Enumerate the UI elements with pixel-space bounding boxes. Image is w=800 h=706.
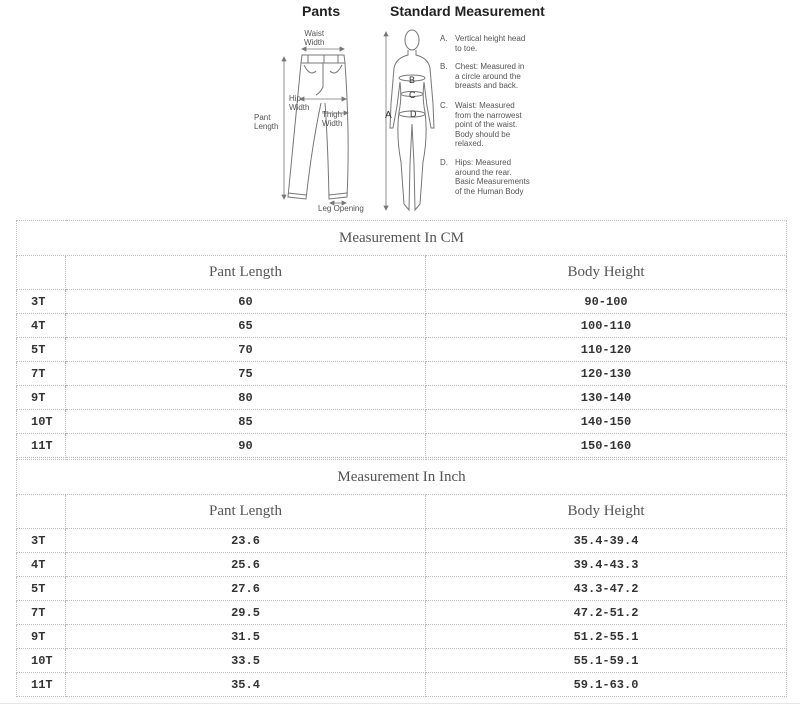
table-row: [17, 529, 787, 553]
table-caption-row: [17, 460, 787, 495]
body-illustration: [378, 24, 448, 218]
body-height-cell: 47.2-51.2: [426, 601, 787, 625]
body-height-cell: 100-110: [426, 314, 787, 338]
pant-length-cell: 70: [66, 338, 426, 362]
table-row: [17, 649, 787, 673]
bottom-divider: [0, 703, 800, 704]
column-header: Body Height: [426, 495, 787, 529]
body-height-cell: 130-140: [426, 386, 787, 410]
body-height-cell: 43.3-47.2: [426, 577, 787, 601]
column-header: [17, 256, 66, 290]
marker-a: A: [385, 110, 392, 121]
marker-b: B: [409, 75, 416, 85]
measurement-figure: Pants Standard Measurement Waist Width Hip Width Thigh Width Pant Length Leg Opening A B C D A. Vertical height head to toe. B. Chest: Measured in a circle around the breasts and back. C. Waist: Measured from the narrowest point of the waist. Body should be relaxed. D. Hips: Measured around the rear. Basic Measurements of the Human Body: [0, 0, 800, 218]
table-row: [17, 362, 787, 386]
table-row: [17, 601, 787, 625]
body-height-cell: 39.4-43.3: [426, 553, 787, 577]
table-header-row: [17, 495, 787, 529]
body-height-cell: 120-130: [426, 362, 787, 386]
table-row: [17, 386, 787, 410]
table-row: [17, 625, 787, 649]
pant-length-cell: 80: [66, 386, 426, 410]
pant-length-cell: 60: [66, 290, 426, 314]
column-header: Pant Length: [66, 256, 426, 290]
marker-c: C: [409, 90, 416, 100]
pant-length-cell: 29.5: [66, 601, 426, 625]
pant-length-cell: 33.5: [66, 649, 426, 673]
column-header: Pant Length: [66, 495, 426, 529]
standard-measurement-title: Standard Measurement: [390, 3, 545, 19]
size-cell: 10T: [17, 410, 66, 434]
pant-length-cell: 27.6: [66, 577, 426, 601]
pant-length-cell: 25.6: [66, 553, 426, 577]
leg-opening-label: Leg Opening: [318, 204, 364, 213]
size-cell: 4T: [17, 314, 66, 338]
size-cell: 9T: [17, 625, 66, 649]
table-row: [17, 290, 787, 314]
size-cell: 9T: [17, 386, 66, 410]
body-height-cell: 55.1-59.1: [426, 649, 787, 673]
table-row: [17, 338, 787, 362]
size-cell: 4T: [17, 553, 66, 577]
body-height-cell: 150-160: [426, 434, 787, 458]
table-row: [17, 673, 787, 697]
pant-length-cell: 23.6: [66, 529, 426, 553]
table-caption: Measurement In CM: [17, 221, 787, 256]
pant-length-cell: 75: [66, 362, 426, 386]
size-cell: 11T: [17, 434, 66, 458]
body-height-cell: 140-150: [426, 410, 787, 434]
size-cell: 7T: [17, 362, 66, 386]
table-row: [17, 314, 787, 338]
size-cell: 3T: [17, 529, 66, 553]
pant-length-cell: 31.5: [66, 625, 426, 649]
pant-length-cell: 90: [66, 434, 426, 458]
table-header-row: [17, 256, 787, 290]
column-header: Body Height: [426, 256, 787, 290]
body-height-cell: 35.4-39.4: [426, 529, 787, 553]
table-row: [17, 434, 787, 458]
size-cell: 7T: [17, 601, 66, 625]
body-height-cell: 51.2-55.1: [426, 625, 787, 649]
body-height-cell: 110-120: [426, 338, 787, 362]
pant-length-label: Pant Length: [254, 113, 279, 131]
hip-width-label: Hip Width: [289, 94, 310, 112]
table-caption-row: [17, 221, 787, 256]
waist-width-label: Waist Width: [304, 29, 325, 47]
body-height-cell: 90-100: [426, 290, 787, 314]
size-cell: 5T: [17, 577, 66, 601]
marker-d: D: [410, 109, 417, 119]
thigh-width-label: Thigh Width: [322, 110, 343, 128]
pants-title: Pants: [302, 3, 341, 19]
pant-length-cell: 65: [66, 314, 426, 338]
inch-size-table: [16, 459, 787, 697]
size-cell: 3T: [17, 290, 66, 314]
table-row: [17, 577, 787, 601]
table-row: [17, 410, 787, 434]
table-caption: Measurement In Inch: [17, 460, 787, 495]
pant-length-cell: 85: [66, 410, 426, 434]
table-row: [17, 553, 787, 577]
size-cell: 11T: [17, 673, 66, 697]
cm-size-table: [16, 220, 787, 458]
column-header: [17, 495, 66, 529]
pant-length-cell: 35.4: [66, 673, 426, 697]
size-cell: 10T: [17, 649, 66, 673]
size-cell: 5T: [17, 338, 66, 362]
body-height-cell: 59.1-63.0: [426, 673, 787, 697]
